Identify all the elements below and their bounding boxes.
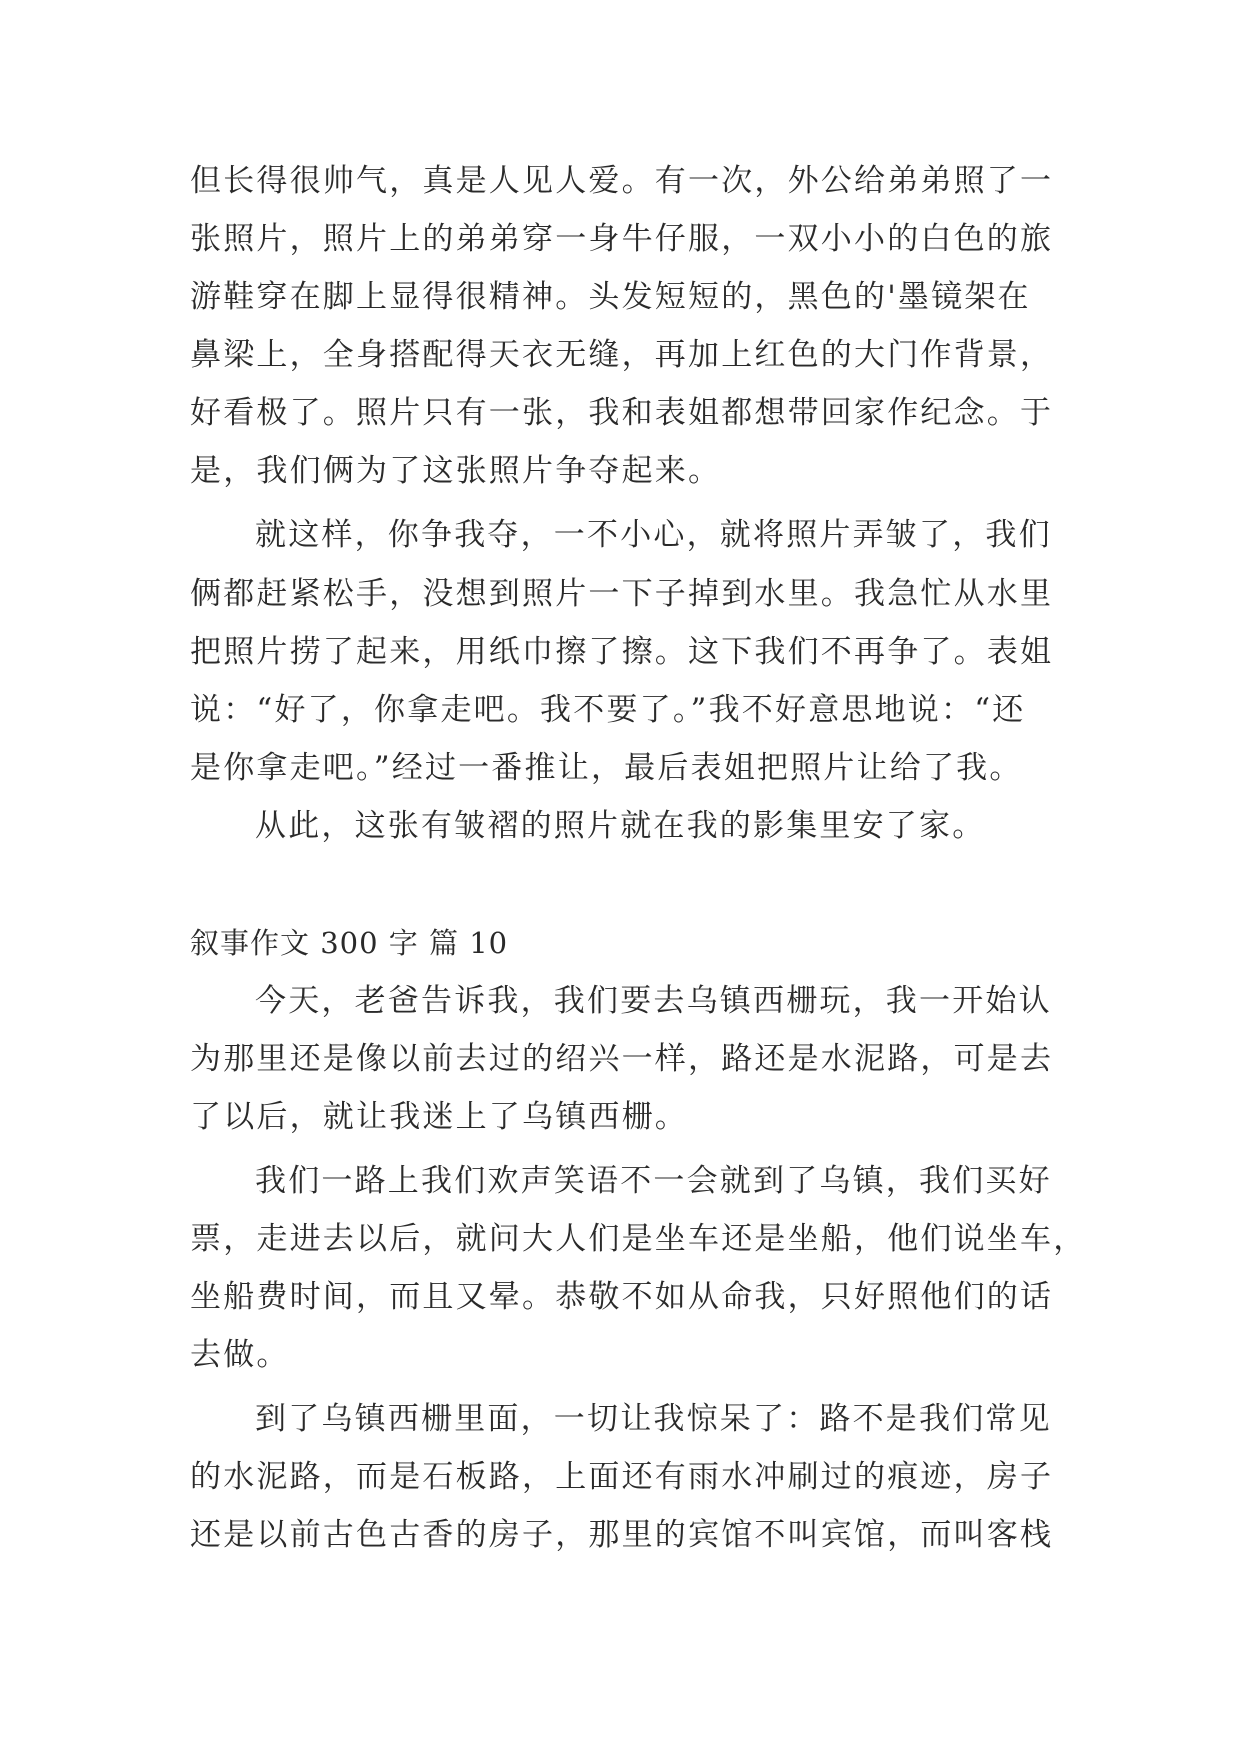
- paragraph-line: 但长得很帅气，真是人见人爱。有一次，外公给弟弟照了一: [190, 163, 1054, 199]
- paragraph-line: 去做。: [190, 1337, 290, 1373]
- paragraph-line: 鼻梁上，全身搭配得天衣无缝，再加上红色的大门作背景，: [190, 337, 1054, 373]
- paragraph-line: 坐船费时间，而且又晕。恭敬不如从命我，只好照他们的话: [190, 1279, 1054, 1315]
- paragraph-line: 游鞋穿在脚上显得很精神。头发短短的，黑色的'墨镜架在: [190, 279, 1031, 315]
- paragraph-line: 票，走进去以后，就问大人们是坐车还是坐船，他们说坐车，: [190, 1221, 1087, 1257]
- paragraph-line: 俩都赶紧松手，没想到照片一下子掉到水里。我急忙从水里: [190, 576, 1054, 612]
- section-heading: 叙事作文 300 字 篇 10: [190, 926, 509, 960]
- paragraph-line: 为那里还是像以前去过的绍兴一样，路还是水泥路，可是去: [190, 1041, 1054, 1077]
- paragraph-line: 还是以前古色古香的房子，那里的宾馆不叫宾馆，而叫客栈: [190, 1517, 1054, 1553]
- paragraph-line: 张照片，照片上的弟弟穿一身牛仔服，一双小小的白色的旅: [190, 221, 1054, 257]
- paragraph-line: 把照片捞了起来，用纸巾擦了擦。这下我们不再争了。表姐: [190, 634, 1054, 670]
- paragraph-line: 好看极了。照片只有一张，我和表姐都想带回家作纪念。于: [190, 395, 1054, 431]
- paragraph-line: 的水泥路，而是石板路，上面还有雨水冲刷过的痕迹，房子: [190, 1459, 1054, 1495]
- paragraph-line: 了以后，就让我迷上了乌镇西栅。: [190, 1099, 688, 1135]
- paragraph-line: 今天，老爸告诉我，我们要去乌镇西栅玩，我一开始认: [255, 983, 1052, 1019]
- paragraph-line: 就这样，你争我夺，一不小心，就将照片弄皱了，我们: [255, 517, 1052, 553]
- paragraph-line: 我们一路上我们欢声笑语不一会就到了乌镇，我们买好: [255, 1163, 1052, 1199]
- paragraph-line: 是你拿走吧。”经过一番推让，最后表姐把照片让给了我。: [190, 750, 1023, 786]
- paragraph-line: 到了乌镇西栅里面，一切让我惊呆了：路不是我们常见: [255, 1401, 1052, 1437]
- paragraph-line: 说：“好了，你拿走吧。我不要了。”我不好意思地说：“还: [190, 692, 1026, 728]
- paragraph-line: 是，我们俩为了这张照片争夺起来。: [190, 453, 722, 489]
- paragraph-line: 从此，这张有皱褶的照片就在我的影集里安了家。: [255, 808, 986, 844]
